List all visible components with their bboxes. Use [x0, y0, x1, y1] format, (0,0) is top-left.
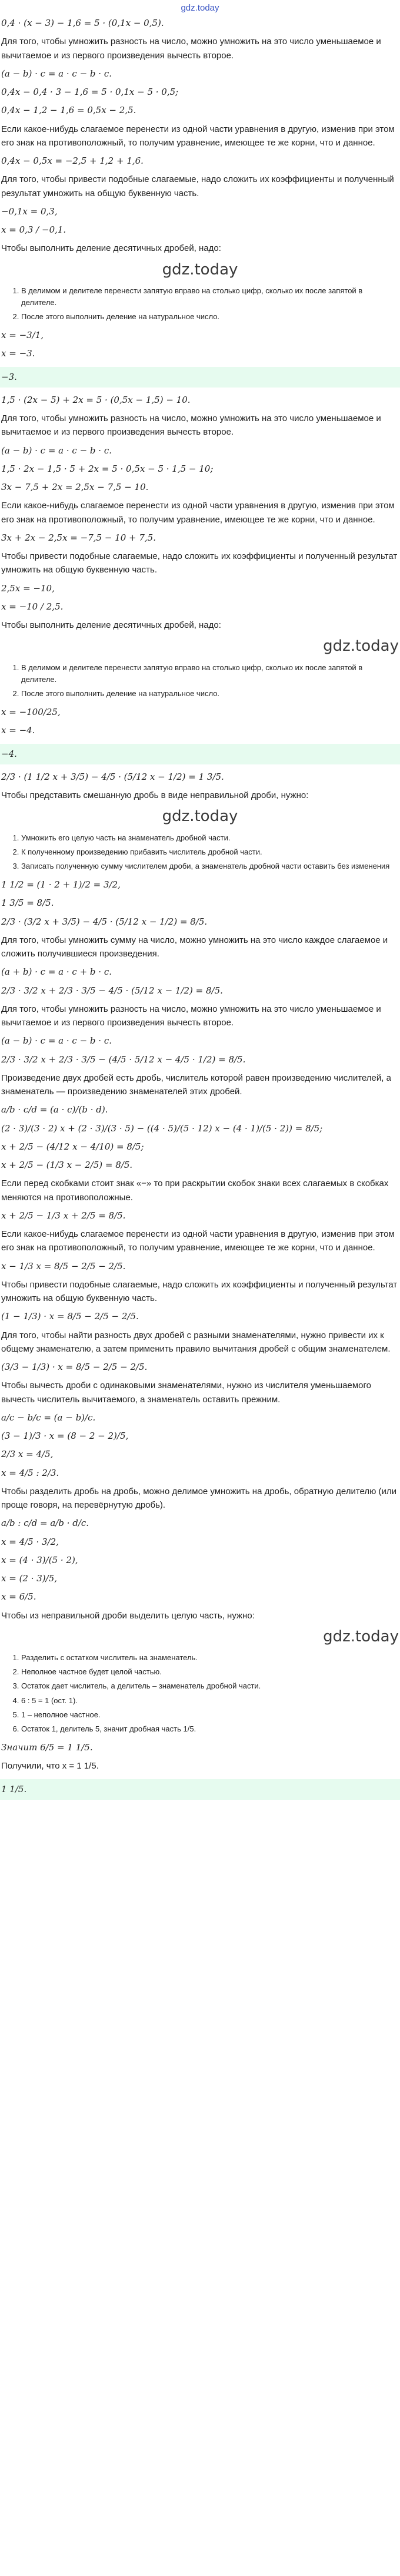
answer-box: −4. [0, 744, 400, 764]
math-line: (3 − 1)/3 · x = (8 − 2 − 2)/5, [1, 1431, 129, 1442]
math-line: 3x − 7,5 + 2x = 2,5x − 7,5 − 10. [1, 482, 149, 493]
list-item: 1. Разделить с остатком числитель на знаменатель. [21, 1652, 399, 1664]
numbered-list [1, 285, 399, 323]
list-item: 2. К полученному произведению прибавить числитель дробной части. [21, 846, 399, 858]
watermark-text: gdz.today [323, 637, 399, 655]
math-line: x = −3/1, [1, 330, 44, 341]
numbered-list [1, 832, 399, 872]
math-line: 2/3 x = 4/5, [1, 1449, 54, 1460]
math-line: 2/3 · (1 1/2 x + 3/5) − 4/5 · (5/12 x − 1/2) = 1 3/5. [1, 771, 224, 782]
math-line: a/c − b/c = (a − b)/c. [1, 1412, 96, 1423]
math-line: Значит 6/5 = 1 1/5. [1, 1742, 93, 1753]
text-paragraph: Чтобы привести подобные слагаемые, надо сложить их коэффициенты и полученный результат умножить на общую буквенную часть. [1, 551, 398, 575]
math-line: x − 1/3 x = 8/5 − 2/5 − 2/5. [1, 1260, 126, 1272]
math-line: (a + b) · c = a · c + b · c. [1, 966, 112, 978]
math-line: −0,1x = 0,3, [1, 206, 58, 217]
list-item: 1. Умножить его целую часть на знаменатель дробной части. [21, 832, 399, 844]
math-line: 2/3 · (3/2 x + 3/5) − 4/5 · (5/12 x − 1/2) = 8/5. [1, 916, 208, 927]
math-line: 1 1/2 = (1 · 2 + 1)/2 = 3/2, [1, 879, 121, 890]
math-line: 2,5x = −10, [1, 582, 55, 594]
math-line: 1,5 · 2x − 1,5 · 5 + 2x = 5 · 0,5x − 5 · 1,5 − 10; [1, 463, 214, 474]
math-line: (a − b) · c = a · c − b · c. [1, 1035, 112, 1047]
math-line: x = −10 / 2,5. [1, 601, 64, 612]
math-line: 0,4x − 0,5x = −2,5 + 1,2 + 1,6. [1, 155, 144, 166]
text-paragraph: Произведение двух дробей есть дробь, числитель которой равен произведению числителей, а знаменатель — произведению знаменателей этих дробей. [1, 1072, 391, 1097]
list-item: 6. Остаток 1, делитель 5, значит дробная часть 1/5. [21, 1723, 399, 1735]
math-line: x = 4/5 : 2/3. [1, 1467, 59, 1478]
math-line: x = −3. [1, 348, 35, 359]
list-item: 4. 6 : 5 = 1 (ост. 1). [21, 1695, 399, 1707]
solution-content [0, 14, 400, 1800]
watermark-text: gdz.today [162, 807, 238, 826]
math-line: a/b · c/d = (a · c)/(b · d). [1, 1104, 108, 1115]
text-paragraph: Если перед скобками стоит знак «−» то при раскрытии скобок знаки всех слагаемых в скобках меняются на противоположные. [1, 1178, 389, 1203]
text-paragraph: Чтобы выполнить деление десятичных дробей, надо: [1, 243, 221, 254]
text-paragraph: Чтобы выполнить деление десятичных дробей, надо: [1, 620, 221, 631]
answer-box: −3. [0, 367, 400, 388]
math-line: a/b : c/d = a/b · d/c. [1, 1518, 89, 1529]
math-line: 0,4 · (x − 3) − 1,6 = 5 · (0,1x − 0,5). [1, 18, 164, 28]
math-line: x = −4. [1, 725, 35, 736]
math-line: 3x + 2x − 2,5x = −7,5 − 10 + 7,5. [1, 532, 156, 543]
text-paragraph: Чтобы представить смешанную дробь в виде неправильной дроби, нужно: [1, 790, 309, 801]
text-paragraph: Для того, чтобы умножить разность на число, можно умножить на это число уменьшаемое и вычитаемое и из первого произведения вычесть второе. [1, 413, 381, 438]
text-paragraph: Для того, чтобы умножить разность на число, можно умножить на это число уменьшаемое и вычитаемое и из первого произведения вычесть второе. [1, 1004, 381, 1028]
math-line: x = (4 · 3)/(5 · 2), [1, 1554, 78, 1565]
list-item: 5. 1 – неполное частное. [21, 1709, 399, 1721]
math-line: 1 3/5 = 8/5. [1, 898, 54, 909]
numbered-list [1, 662, 399, 700]
math-line: x = (2 · 3)/5, [1, 1573, 58, 1584]
math-line: (1 − 1/3) · x = 8/5 − 2/5 − 2/5. [1, 1311, 139, 1322]
text-paragraph: Для того, чтобы умножить разность на число, можно умножить на это число уменьшаемое и вычитаемое и из первого произведения вычесть второе. [1, 37, 381, 61]
list-item: 3. Остаток дает числитель, а делитель – знаменатель дробной части. [21, 1680, 399, 1692]
math-line: 2/3 · 3/2 x + 2/3 · 3/5 − 4/5 · (5/12 x − 1/2) = 8/5. [1, 985, 223, 996]
math-line: x + 2/5 − (4/12 x − 4/10) = 8/5; [1, 1141, 144, 1152]
text-paragraph: Для того, чтобы найти разность двух дробей с разными знаменателями, нужно привести их к общему знаменателю, а затем применить правило вычитания дробей с общим знаменателем. [1, 1330, 391, 1354]
numbered-list [1, 1652, 399, 1735]
list-item: 2. После этого выполнить деление на натуральное число. [21, 311, 399, 323]
math-line: 0,4x − 0,4 · 3 − 1,6 = 5 · 0,1x − 5 · 0,5; [1, 87, 179, 97]
text-paragraph: Чтобы разделить дробь на дробь, можно делимое умножить на дробь, обратную делителю (или проще говоря, на перевёрнутую дробь). [1, 1486, 397, 1511]
text-paragraph: Для того, чтобы умножить сумму на число, можно умножить на это число каждое слагаемое и сложить получившиеся произведения. [1, 935, 388, 959]
text-paragraph: Чтобы из неправильной дроби выделить целую часть, нужно: [1, 1610, 255, 1621]
site-header[interactable] [0, 0, 400, 14]
math-line: 0,4x − 1,2 − 1,6 = 0,5x − 2,5. [1, 105, 136, 116]
site-title[interactable]: gdz.today [181, 3, 219, 13]
list-item: 2. После этого выполнить деление на натуральное число. [21, 688, 399, 700]
math-line: x = 0,3 / −0,1. [1, 224, 66, 235]
math-line: x = −100/25, [1, 707, 61, 718]
math-line: x = 6/5. [1, 1591, 36, 1602]
watermark-text: gdz.today [162, 260, 238, 279]
watermark-text: gdz.today [323, 1627, 399, 1645]
math-line: (3/3 − 1/3) · x = 8/5 − 2/5 − 2/5. [1, 1362, 148, 1373]
text-paragraph: Если какое-нибудь слагаемое перенести из одной части уравнения в другую, изменив при этом его знак на противоположный, то получим уравнение, имеющее те же корни, что и данное. [1, 501, 395, 525]
math-line: (a − b) · c = a · c − b · c. [1, 68, 112, 79]
list-item: 1. В делимом и делителе перенести запятую вправо на столько цифр, сколько их после запятой в делителе. [21, 285, 399, 309]
text-paragraph: Для того, чтобы привести подобные слагаемые, надо сложить их коэффициенты и полученный результат умножить на общую буквенную часть. [1, 174, 394, 198]
math-line: x = 4/5 · 3/2, [1, 1536, 59, 1547]
list-item: 1. В делимом и делителе перенести запятую вправо на столько цифр, сколько их после запятой в делителе. [21, 662, 399, 686]
math-line: (2 · 3)/(3 · 2) x + (2 · 3)/(3 · 5) − ((4 · 5)/(5 · 12) x − (4 · 1)/(5 · 2)) = 8/5; [1, 1123, 323, 1134]
text-paragraph: Если какое-нибудь слагаемое перенести из одной части уравнения в другую, изменив при этом его знак на противоположный, то получим уравнение, имеющее те же корни, что и данное. [1, 124, 395, 148]
text-paragraph: Получили, что x = 1 1/5. [1, 1761, 99, 1772]
answer-box: 1 1/5. [0, 1779, 400, 1800]
math-line: x + 2/5 − (1/3 x − 2/5) = 8/5. [1, 1160, 133, 1171]
math-line: 2/3 · 3/2 x + 2/3 · 3/5 − (4/5 · 5/12 x − 4/5 · 1/2) = 8/5. [1, 1054, 246, 1065]
text-paragraph: Если какое-нибудь слагаемое перенести из одной части уравнения в другую, изменив при этом его знак на противоположный, то получим уравнение, имеющее те же корни, что и данное. [1, 1229, 395, 1253]
text-paragraph: Чтобы привести подобные слагаемые, надо сложить их коэффициенты и полученный результат умножить на общую буквенную часть. [1, 1279, 398, 1304]
text-paragraph: Чтобы вычесть дроби с одинаковыми знаменателями, нужно из числителя уменьшаемого вычесть числитель вычитаемого, а знаменатель оставить прежним. [1, 1380, 371, 1405]
math-line: x + 2/5 − 1/3 x + 2/5 = 8/5. [1, 1210, 126, 1221]
list-item: 3. Записать полученную сумму числителем дроби, а знаменатель дробной части оставить без изменения [21, 860, 399, 872]
math-line: 1,5 · (2x − 5) + 2x = 5 · (0,5x − 1,5) − 10. [1, 394, 191, 405]
list-item: 2. Неполное частное будет целой частью. [21, 1666, 399, 1678]
math-line: (a − b) · c = a · c − b · c. [1, 445, 112, 456]
